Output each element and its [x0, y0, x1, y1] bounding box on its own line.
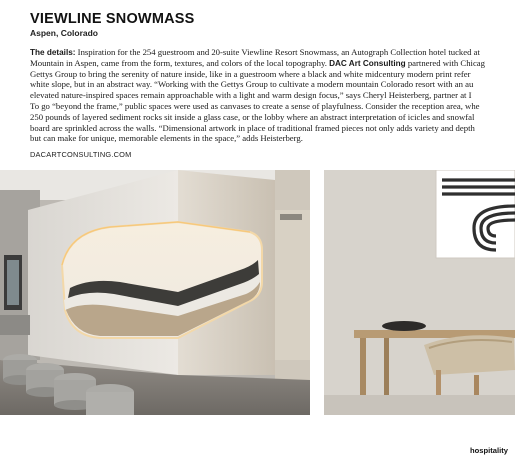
reception-illustration	[0, 170, 310, 415]
guestroom-photo	[324, 170, 515, 415]
article-line-4: white slope, but in an abstract way. “Working with the Gettys Group to cultivate a modern mountain Colorado resort with an au	[30, 79, 474, 90]
details-label: The details:	[30, 48, 76, 57]
article-line-3: Gettys Group to bring the serenity of nature inside, like in a guestroom where a black and white midcentury modern print refer	[30, 68, 471, 79]
magazine-brand: hospitality	[470, 446, 508, 455]
reception-photo	[0, 170, 310, 415]
article-line-1: The details: Inspiration for the 254 guestroom and 20-suite Viewline Resort Snowmass, an Autograph Collection hotel tucked at	[30, 47, 480, 57]
article-line-9: but can make for unique, memorable elements in the space,” adds Heisterberg.	[30, 133, 303, 144]
website-link[interactable]: DACARTCONSULTING.COM	[30, 150, 132, 159]
article-line-5: elevated nature-inspired spaces remain approachable with a light and warm design focus,” says Cheryl Heisterberg, partner at I	[30, 90, 472, 101]
guestroom-illustration	[324, 170, 515, 415]
brand-name: DAC Art Consulting	[329, 58, 406, 68]
article-line-7: 250 pounds of layered sediment rocks sit inside a glass case, or the lobby where an abstract interpretation of icicles and snowfal	[30, 111, 475, 122]
article-line-2: Mountain in Aspen, came from the form, textures, and colors of the local topography. DAC Art Consulting partnered with Chicag	[30, 57, 486, 68]
article-line-6: To go “beyond the frame,” public spaces were used as canvases to create a sense of playfulness. Consider the reception area, whe	[30, 100, 480, 111]
article-body	[30, 47, 515, 144]
location-subtitle: Aspen, Colorado	[30, 28, 99, 38]
article-line-8: board are sprinkled across the walls. “Dimensional artwork in place of traditional framed pieces not only adds variety and depth	[30, 122, 475, 133]
page-title: VIEWLINE SNOWMASS	[30, 11, 195, 27]
